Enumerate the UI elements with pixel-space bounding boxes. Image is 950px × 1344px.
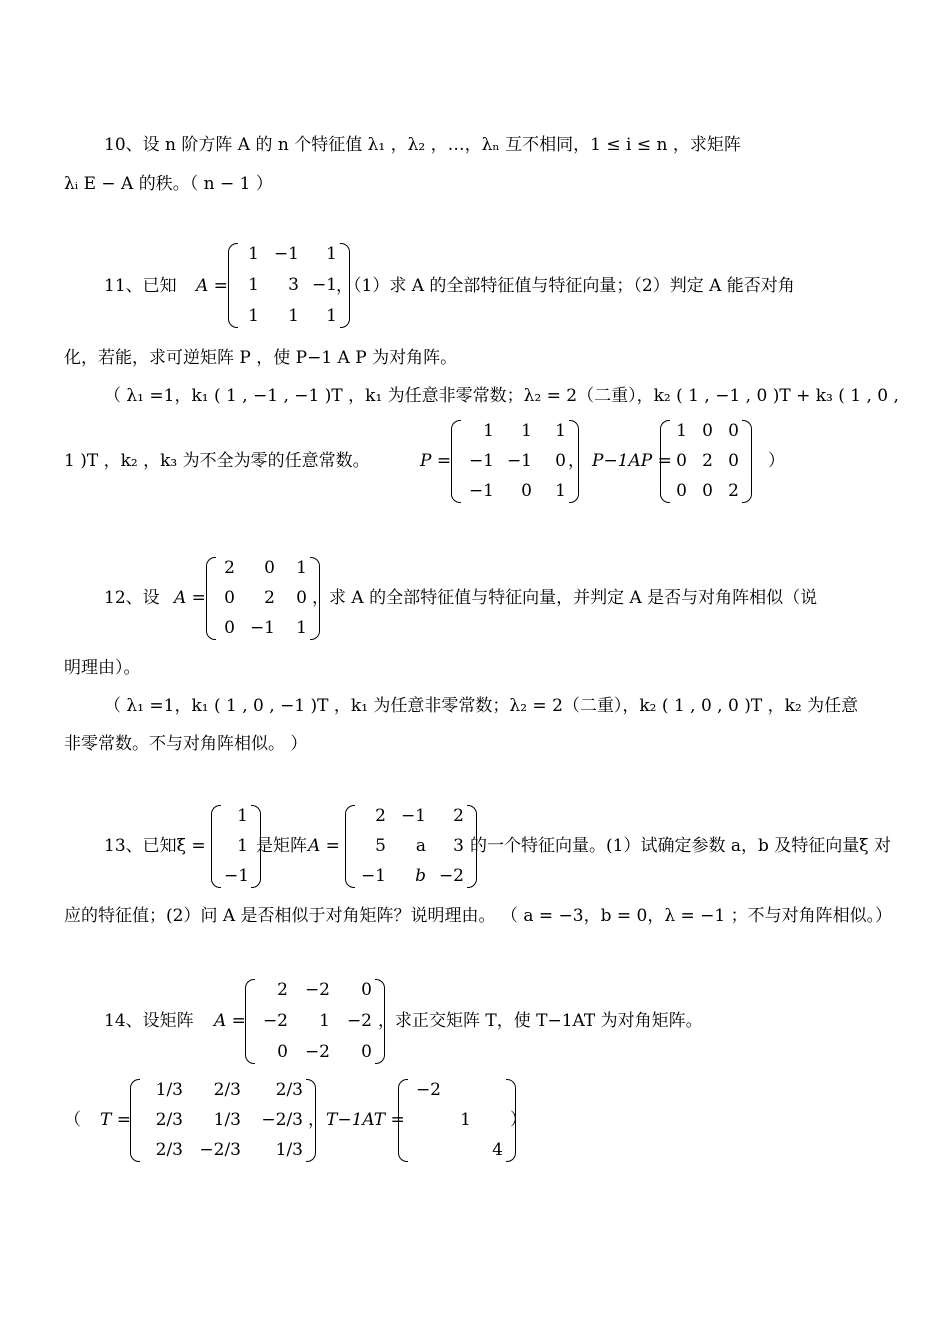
- q12-answer-line2: 非零常数。不与对角阵相似。 ）: [64, 734, 308, 754]
- cell: 1: [248, 275, 259, 295]
- q13-matrix-a: [345, 805, 477, 888]
- q11-matrix-p: [451, 420, 579, 503]
- q14-after: ，求正交矩阵 T，使 T−1AT 为对角矩阵。: [378, 1011, 703, 1031]
- cell: −2: [438, 866, 464, 886]
- cell: 0: [296, 588, 307, 608]
- cell: 5: [375, 836, 386, 856]
- cell: 1/3: [275, 1140, 303, 1160]
- cell: 0: [224, 588, 235, 608]
- q14-t-label: T =: [100, 1110, 131, 1130]
- cell: 2: [264, 588, 275, 608]
- cell: 1: [288, 306, 299, 326]
- cell: 2: [453, 806, 464, 826]
- cell: −2: [415, 1080, 441, 1100]
- q14-prefix: 14、设矩阵: [104, 1011, 194, 1031]
- q11-a-label: A =: [196, 276, 228, 296]
- q14-matrix-t-grid: [140, 1079, 306, 1162]
- cell: −1: [506, 451, 532, 471]
- q14-separator: ，: [308, 1110, 325, 1130]
- cell: −2: [304, 980, 330, 1000]
- cell: −2: [262, 1011, 288, 1031]
- cell: −2: [346, 1011, 372, 1031]
- q12-matrix-a: [206, 557, 320, 640]
- cell: 1: [521, 421, 532, 441]
- cell: [411, 1112, 441, 1129]
- cell: [411, 1142, 441, 1159]
- q12-matrix-a-grid: [216, 557, 310, 640]
- q11-matrix-a: [228, 243, 350, 328]
- cell: 2/3: [275, 1080, 303, 1100]
- cell: 0: [277, 1042, 288, 1062]
- q14-matrix-diagonal: [398, 1079, 516, 1162]
- cell: −1: [249, 618, 275, 638]
- cell: 1: [555, 421, 566, 441]
- cell: 1: [326, 244, 337, 264]
- q11-answer-line2: 1 )T ，k₂ ，k₃ 为不全为零的任意常数。: [64, 451, 370, 471]
- cell: 0: [702, 421, 713, 441]
- q11-answer-line1: （ λ₁ =1，k₁ ( 1 , −1 , −1 )T ，k₁ 为任意非零常数；λ₂ = 2（二重），k₂ ( 1 , −1 , 0 )T + k₃ ( 1 , 0 ,: [104, 386, 899, 406]
- q13-vector-xi: [211, 805, 261, 888]
- cell: 0: [676, 451, 687, 471]
- q13-after: 的一个特征向量。(1）试确定参数 a，b 及特征向量ξ 对: [470, 836, 892, 856]
- q11-matrix-p-grid: [461, 420, 569, 503]
- q12-prefix: 12、设: [104, 588, 160, 608]
- cell: 1: [326, 306, 337, 326]
- q11-separator: ，: [568, 451, 585, 471]
- cell: 0: [728, 421, 739, 441]
- cell: 0: [361, 1042, 372, 1062]
- cell: 2: [728, 481, 739, 501]
- cell: 1: [555, 481, 566, 501]
- q11-matrix-a-grid: [238, 243, 340, 328]
- cell: 1: [319, 1011, 330, 1031]
- q14-matrix-t: [130, 1079, 316, 1162]
- q11-p-label: P =: [420, 451, 452, 471]
- cell: b: [415, 866, 426, 886]
- cell: −1: [273, 244, 299, 264]
- cell: 1: [296, 558, 307, 578]
- cell: 0: [702, 481, 713, 501]
- q13-prefix: 13、已知ξ =: [104, 836, 206, 856]
- cell: 1: [248, 306, 259, 326]
- cell: −1: [468, 481, 494, 501]
- cell: 3: [288, 275, 299, 295]
- q13-line2: 应的特征值；(2）问 A 是否相似于对角矩阵？说明理由。 （ a = −3，b = 0，λ = −1 ；不与对角阵相似。）: [64, 906, 893, 926]
- cell: 2: [702, 451, 713, 471]
- q14-answer-open: （: [64, 1110, 81, 1130]
- q12-a-label: A =: [174, 588, 206, 608]
- cell: [441, 1142, 471, 1159]
- cell: 0: [676, 481, 687, 501]
- q14-matrix-diagonal-grid: [408, 1079, 506, 1162]
- cell: 1: [483, 421, 494, 441]
- cell: 1/3: [213, 1110, 241, 1130]
- cell: 2: [277, 980, 288, 1000]
- q13-matrix-a-grid: [355, 805, 467, 888]
- cell: 0: [728, 451, 739, 471]
- q14-close-paren: ）: [510, 1110, 527, 1130]
- q14-a-label: A =: [214, 1011, 246, 1031]
- cell: 1: [237, 836, 248, 856]
- cell: −2/3: [261, 1110, 303, 1130]
- cell: 2: [224, 558, 235, 578]
- q14-matrix-a-grid: [255, 979, 375, 1064]
- cell: 2/3: [155, 1110, 183, 1130]
- cell: 1/3: [155, 1080, 183, 1100]
- q11-matrix-diagonal-grid: [670, 420, 742, 503]
- q14-matrix-a: [245, 979, 385, 1064]
- cell: 2/3: [155, 1140, 183, 1160]
- cell: 0: [224, 618, 235, 638]
- q11-pap-label: P−1AP =: [592, 451, 672, 471]
- q10-line1: 10、设 n 阶方阵 A 的 n 个特征值 λ₁ ，λ₂ ，…，λₙ 互不相同，1 ≤ i ≤ n ，求矩阵: [104, 135, 741, 155]
- cell: 0: [555, 451, 566, 471]
- cell: 0: [521, 481, 532, 501]
- q13-mid: 是矩阵: [256, 836, 307, 856]
- q12-after: ，求 A 的全部特征值与特征向量，并判定 A 是否与对角阵相似（说: [312, 588, 818, 608]
- cell: a: [415, 836, 426, 856]
- q13-vector-xi-grid: [221, 805, 251, 888]
- q11-matrix-diagonal: [660, 420, 752, 503]
- q12-answer-line1: （ λ₁ =1，k₁ ( 1 , 0 , −1 )T ，k₁ 为任意非零常数；λ₂ = 2（二重），k₂ ( 1 , 0 , 0 )T ，k₂ 为任意: [104, 696, 859, 716]
- cell: 3: [453, 836, 464, 856]
- cell: 1: [460, 1110, 471, 1130]
- q13-a-label: A =: [308, 836, 340, 856]
- cell: 1: [248, 244, 259, 264]
- q14-tat-label: T−1AT =: [326, 1110, 405, 1130]
- cell: −2/3: [199, 1140, 241, 1160]
- cell: 0: [264, 558, 275, 578]
- cell: 1: [237, 806, 248, 826]
- q11-close-paren: ）: [768, 451, 785, 471]
- cell: −1: [360, 866, 386, 886]
- cell: 4: [492, 1140, 503, 1160]
- cell: [471, 1082, 503, 1099]
- cell: −1: [468, 451, 494, 471]
- cell: −1: [400, 806, 426, 826]
- q11-line2: 化，若能，求可逆矩阵 P ，使 P−1 A P 为对角阵。: [64, 348, 458, 368]
- cell: −2: [304, 1042, 330, 1062]
- cell: −1: [224, 866, 250, 886]
- cell: 2/3: [213, 1080, 241, 1100]
- q11-prefix: 11、已知: [104, 276, 177, 296]
- cell: [441, 1082, 471, 1099]
- cell: 2: [375, 806, 386, 826]
- q11-after: ，（1）求 A 的全部特征值与特征向量；（2）判定 A 能否对角: [336, 276, 795, 296]
- cell: 1: [676, 421, 687, 441]
- q12-line2: 明理由）。: [64, 658, 141, 678]
- cell: [471, 1112, 503, 1129]
- q10-line2: λᵢ E − A 的秩。（ n − 1 ）: [64, 174, 273, 194]
- cell: 1: [296, 618, 307, 638]
- cell: 0: [361, 980, 372, 1000]
- cell: −1: [311, 275, 337, 295]
